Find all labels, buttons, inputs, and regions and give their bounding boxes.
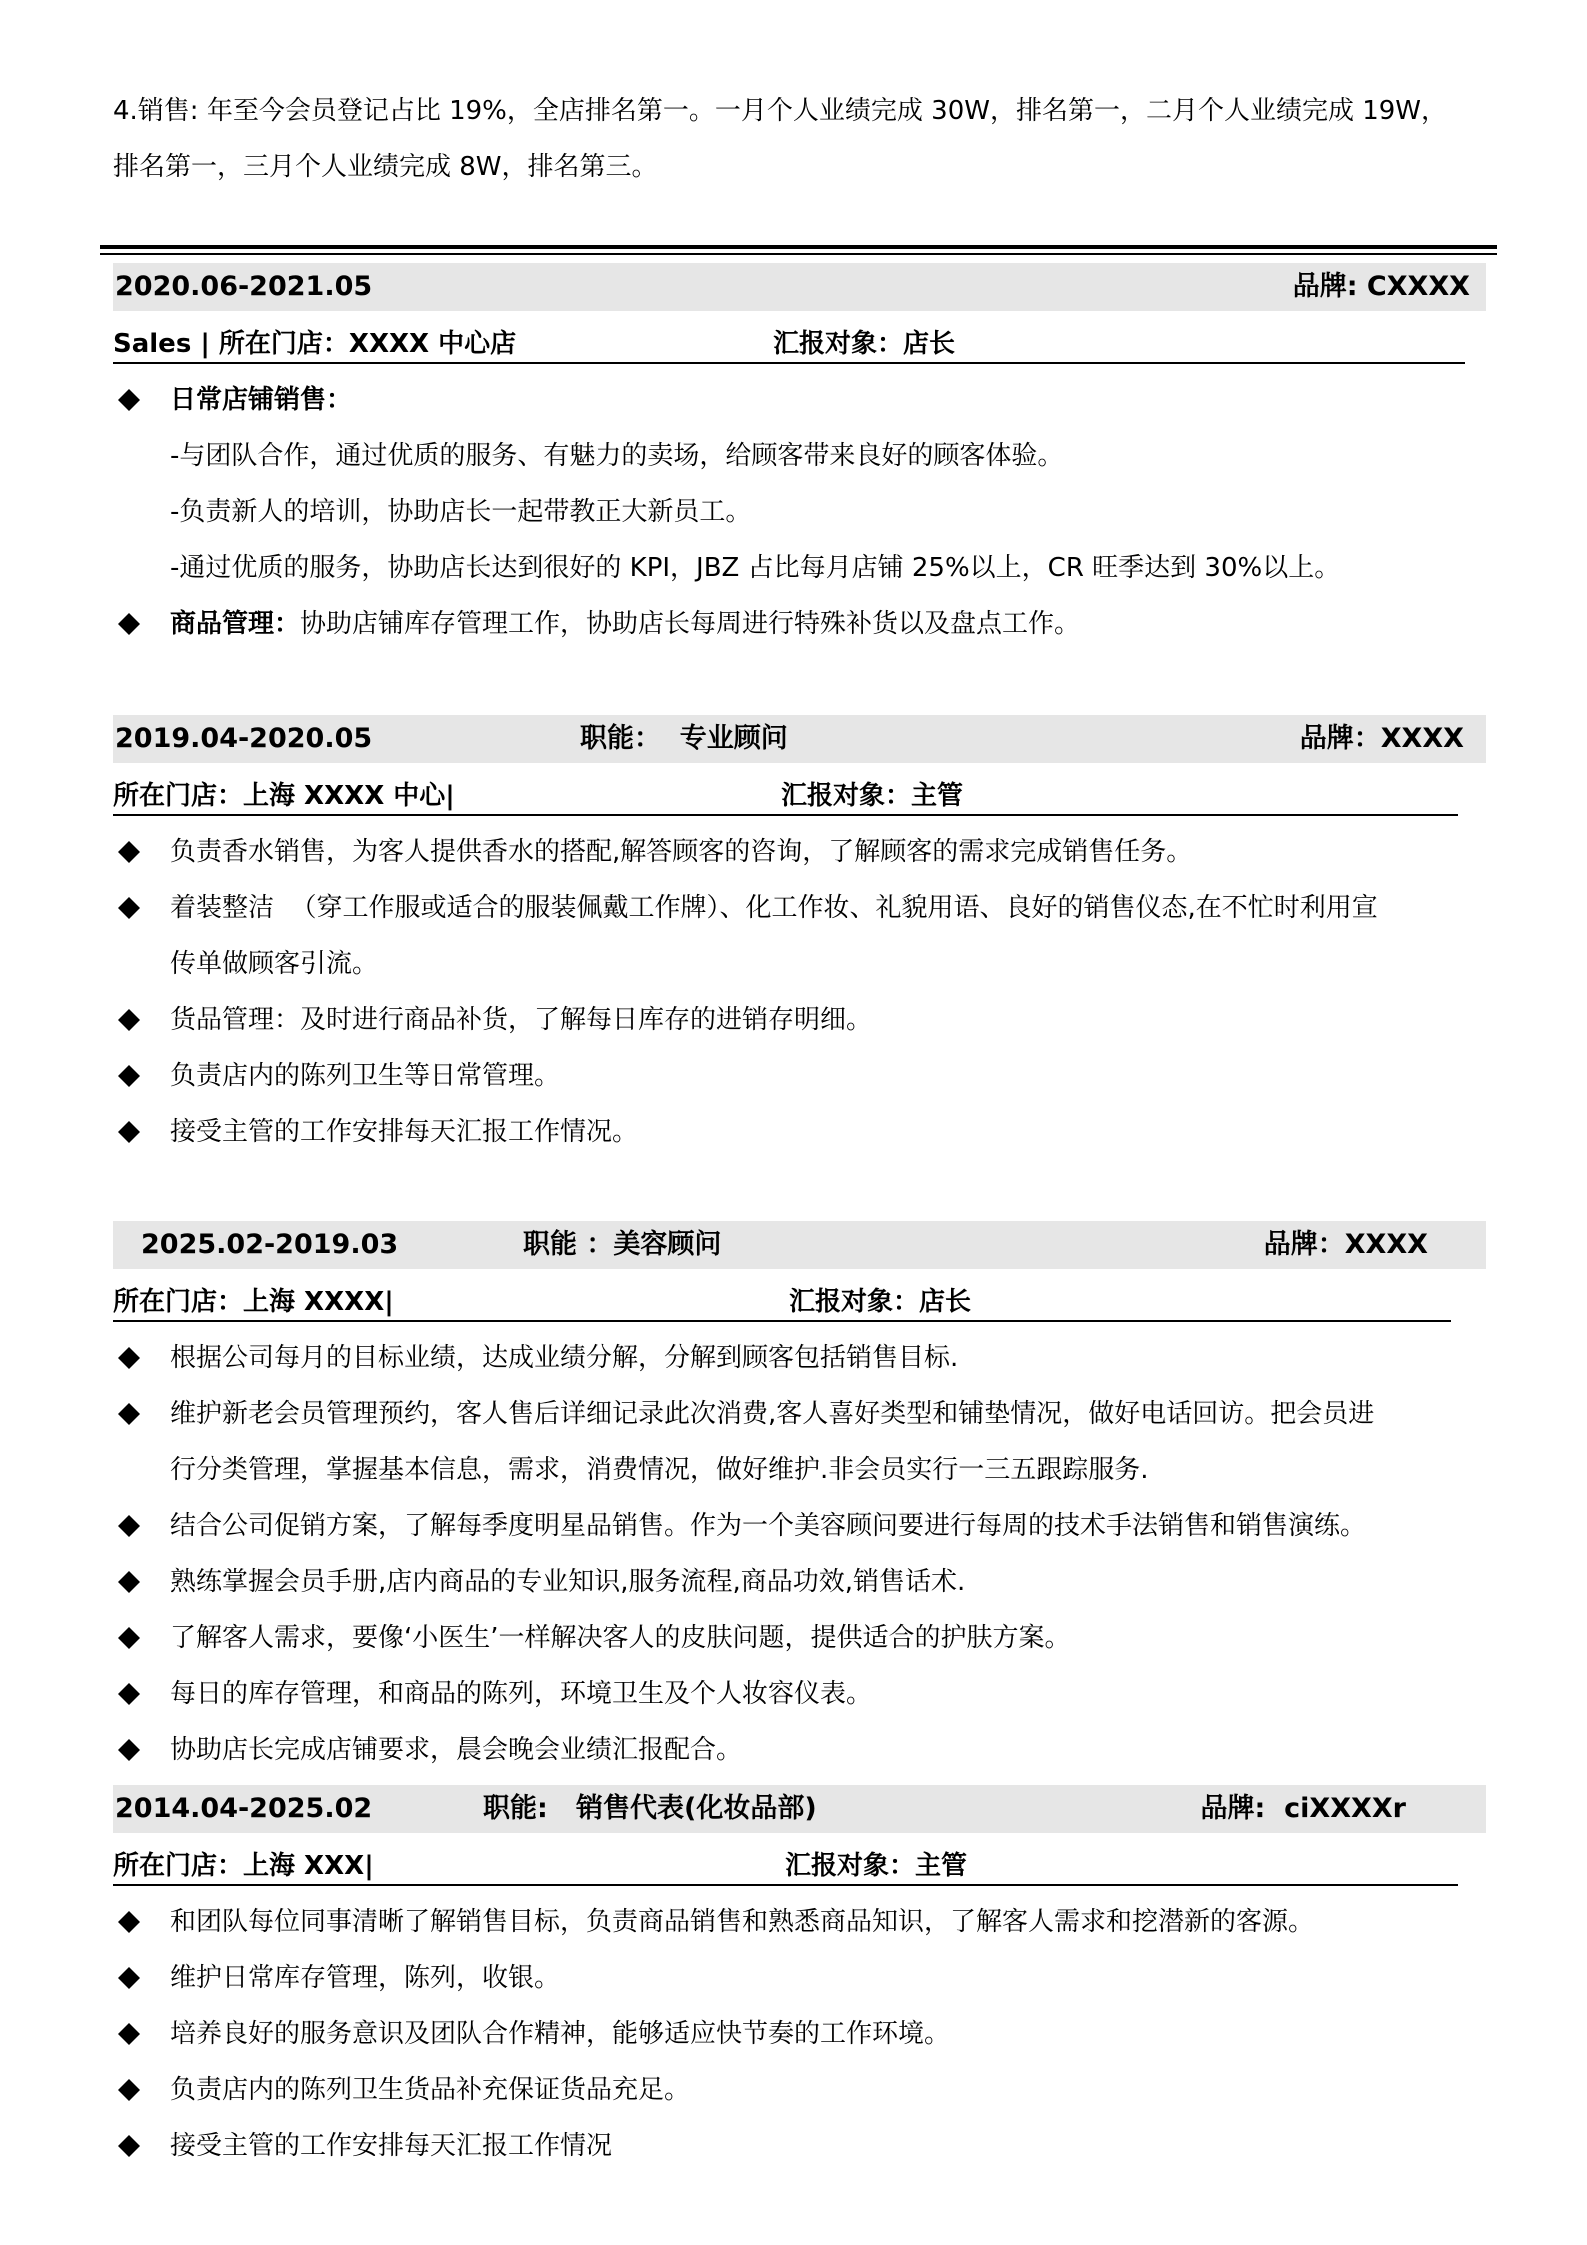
job3-brand: 品牌：XXXX bbox=[1263, 1229, 1428, 1260]
diamond-bullet-icon bbox=[118, 1627, 140, 1649]
job3-item: 根据公司每月的目标业绩，达成业绩分解，分解到顾客包括销售目标. bbox=[170, 1343, 959, 1373]
job2-header-band bbox=[113, 715, 1486, 763]
job3-item-continuation: 行分类管理，掌握基本信息，需求，消费情况，做好维护.非会员实行一三五跟踪服务. bbox=[170, 1455, 1149, 1485]
job1-section1-title: 日常店铺销售： bbox=[170, 385, 353, 415]
diamond-bullet-icon bbox=[118, 1911, 140, 1933]
top-paragraph-line-2: 排名第一，三月个人业绩完成 8W，排名第三。 bbox=[113, 152, 658, 182]
job4-item: 维护日常库存管理，陈列，收银。 bbox=[170, 1963, 561, 1993]
job3-item: 了解客人需求，要像‘小医生’一样解决客人的皮肤问题，提供适合的护肤方案。 bbox=[170, 1623, 1071, 1653]
diamond-bullet-icon bbox=[118, 1009, 140, 1031]
diamond-bullet-icon bbox=[118, 1739, 140, 1761]
job1-section2-title: 商品管理： bbox=[170, 609, 301, 639]
top-paragraph-line-1: 4.销售: 年至今会员登记占比 19%，全店排名第一。一月个人业绩完成 30W，排名第一，二月个人业绩完成 19W， bbox=[113, 96, 1447, 126]
diamond-bullet-icon bbox=[118, 2079, 140, 2101]
job2-store: 所在门店：上海 XXXX 中心| bbox=[113, 781, 455, 811]
diamond-bullet-icon bbox=[118, 1571, 140, 1593]
job3-item: 结合公司促销方案，了解每季度明星品销售。作为一个美容顾问要进行每周的技术手法销售和销售演练。 bbox=[170, 1511, 1367, 1541]
job2-item: 负责店内的陈列卫生等日常管理。 bbox=[170, 1061, 561, 1091]
job3-underline bbox=[113, 1320, 1451, 1322]
job2-role: 职能： 专业顾问 bbox=[580, 723, 788, 754]
job4-report-to: 汇报对象：主管 bbox=[785, 1851, 968, 1881]
divider-thick bbox=[100, 245, 1497, 249]
job4-item: 接受主管的工作安排每天汇报工作情况 bbox=[170, 2131, 613, 2161]
job1-brand: 品牌: CXXXX bbox=[1292, 271, 1470, 302]
job2-item: 接受主管的工作安排每天汇报工作情况。 bbox=[170, 1117, 639, 1147]
job4-underline bbox=[113, 1884, 1458, 1886]
job1-section1-line: -负责新人的培训，协助店长一起带教正大新员工。 bbox=[170, 497, 752, 527]
job2-item: 负责香水销售，为客人提供香水的搭配,解答顾客的咨询，了解顾客的需求完成销售任务。 bbox=[170, 837, 1193, 867]
job4-period: 2014.04-2025.02 bbox=[115, 1793, 373, 1824]
job4-brand: 品牌: ciXXXXr bbox=[1200, 1793, 1406, 1824]
job2-report-to: 汇报对象：主管 bbox=[781, 781, 964, 811]
diamond-bullet-icon bbox=[118, 1403, 140, 1425]
divider-thin bbox=[100, 253, 1497, 255]
diamond-bullet-icon bbox=[118, 1515, 140, 1537]
diamond-bullet-icon bbox=[118, 1121, 140, 1143]
job4-item: 培养良好的服务意识及团队合作精神，能够适应快节奏的工作环境。 bbox=[170, 2019, 951, 2049]
job1-section2-text: 协助店铺库存管理工作，协助店长每周进行特殊补货以及盘点工作。 bbox=[300, 609, 1081, 639]
job2-period: 2019.04-2020.05 bbox=[115, 723, 373, 754]
job4-store: 所在门店：上海 XXX| bbox=[113, 1851, 374, 1881]
job3-item: 熟练掌握会员手册,店内商品的专业知识,服务流程,商品功效,销售话术. bbox=[170, 1567, 966, 1597]
job3-item: 协助店长完成店铺要求，晨会晚会业绩汇报配合。 bbox=[170, 1735, 743, 1765]
job3-item: 每日的库存管理，和商品的陈列，环境卫生及个人妆容仪表。 bbox=[170, 1679, 873, 1709]
job1-underline bbox=[113, 362, 1465, 364]
job3-report-to: 汇报对象：店长 bbox=[789, 1287, 972, 1317]
job3-role: 职能 ：美容顾问 bbox=[523, 1229, 722, 1260]
job4-header-band bbox=[113, 1785, 1486, 1833]
job2-underline bbox=[113, 814, 1458, 816]
job1-section1-line: -通过优质的服务，协助店长达到很好的 KPI，JBZ 占比每月店铺 25%以上，CR 旺季达到 30%以上。 bbox=[170, 553, 1341, 583]
diamond-bullet-icon bbox=[118, 897, 140, 919]
diamond-bullet-icon bbox=[118, 1683, 140, 1705]
job2-item: 货品管理：及时进行商品补货，了解每日库存的进销存明细。 bbox=[170, 1005, 873, 1035]
diamond-bullet-icon bbox=[118, 2023, 140, 2045]
job4-item: 负责店内的陈列卫生货品补充保证货品充足。 bbox=[170, 2075, 691, 2105]
job1-report-to: 汇报对象：店长 bbox=[773, 329, 956, 359]
job3-period: 2025.02-2019.03 bbox=[141, 1229, 399, 1260]
job3-item: 维护新老会员管理预约，客人售后详细记录此次消费,客人喜好类型和铺垫情况，做好电话回访。把会员进 bbox=[170, 1399, 1375, 1429]
job2-item: 着装整洁 （穿工作服或适合的服装佩戴工作牌）、化工作妆、礼貌用语、良好的销售仪态,在不忙时利用宣 bbox=[170, 893, 1378, 923]
job4-role: 职能: 销售代表(化妆品部) bbox=[483, 1793, 817, 1824]
job3-header-band bbox=[113, 1221, 1486, 1269]
job1-section2 bbox=[170, 606, 1080, 642]
diamond-bullet-icon bbox=[118, 1967, 140, 1989]
diamond-bullet-icon bbox=[118, 2135, 140, 2157]
job1-store: Sales | 所在门店：XXXX 中心店 bbox=[113, 329, 517, 359]
diamond-bullet-icon bbox=[118, 1347, 140, 1369]
job2-item-continuation: 传单做顾客引流。 bbox=[170, 949, 379, 979]
job1-period: 2020.06-2021.05 bbox=[115, 271, 373, 302]
job3-store: 所在门店：上海 XXXX| bbox=[113, 1287, 394, 1317]
job2-brand: 品牌：XXXX bbox=[1299, 723, 1464, 754]
diamond-bullet-icon bbox=[118, 389, 140, 411]
diamond-bullet-icon bbox=[118, 1065, 140, 1087]
diamond-bullet-icon bbox=[118, 841, 140, 863]
diamond-bullet-icon bbox=[118, 613, 140, 635]
job1-section1-line: -与团队合作，通过优质的服务、有魅力的卖场，给顾客带来良好的顾客体验。 bbox=[170, 441, 1064, 471]
job4-item: 和团队每位同事清晰了解销售目标，负责商品销售和熟悉商品知识，了解客人需求和挖潜新的客源。 bbox=[170, 1907, 1315, 1937]
job1-header-band bbox=[113, 263, 1486, 311]
